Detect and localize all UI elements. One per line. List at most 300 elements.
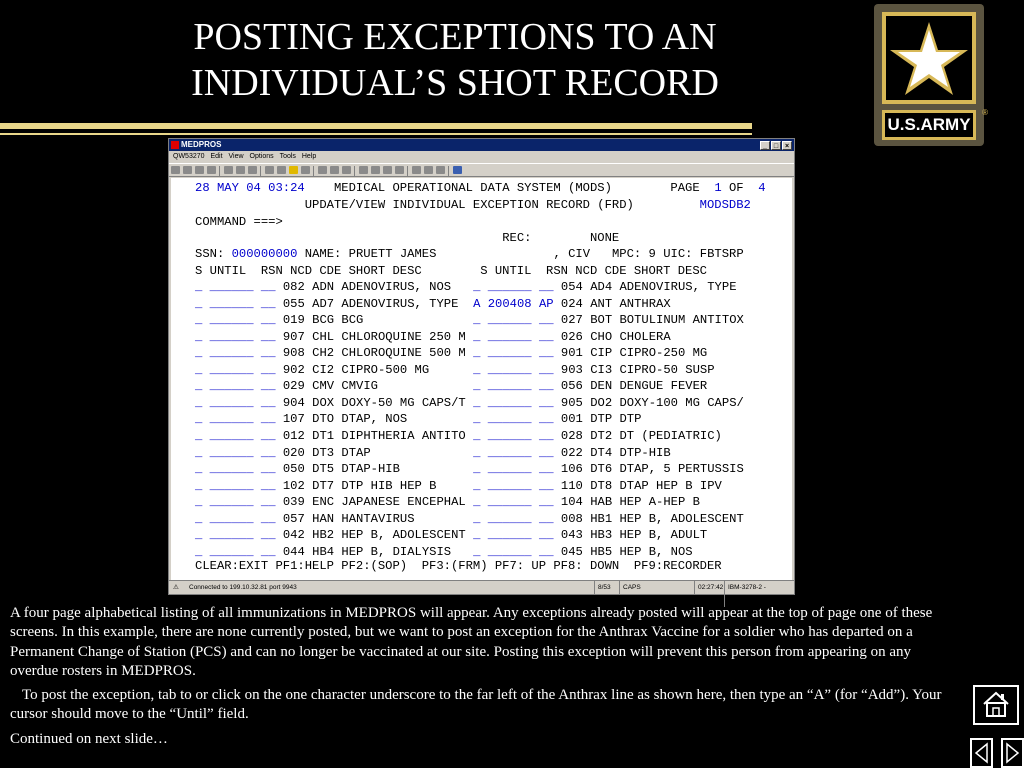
right-ncd: 106 — [560, 462, 583, 477]
right-reason-field[interactable]: __ — [538, 528, 554, 543]
right-reason-field[interactable]: __ — [538, 428, 554, 443]
left-short-desc: DIPHTHERIA ANTITO — [341, 428, 466, 443]
left-reason-field[interactable]: __ — [260, 379, 276, 394]
close-button[interactable]: × — [782, 141, 792, 150]
right-ncd: 104 — [560, 495, 583, 510]
connect-icon[interactable] — [171, 166, 180, 174]
page-total: 4 — [758, 181, 766, 195]
right-status-field[interactable]: _ — [473, 428, 481, 443]
right-ncd: 110 — [560, 478, 583, 493]
left-short-desc: CMVIG — [341, 379, 378, 394]
right-short-desc: CIPRO-250 MG — [619, 346, 708, 361]
left-until-field[interactable]: ______ — [209, 395, 254, 410]
left-short-desc: DTAP — [341, 445, 371, 460]
left-ncd: 019 — [282, 313, 305, 328]
right-reason-field[interactable]: __ — [538, 329, 554, 344]
pf2-icon[interactable] — [424, 166, 433, 174]
window-title: MEDPROS — [181, 140, 222, 149]
left-ncd: 039 — [282, 495, 305, 510]
pf3-icon[interactable] — [436, 166, 445, 174]
left-until-field[interactable]: ______ — [209, 362, 254, 377]
left-until-field[interactable]: ______ — [209, 495, 254, 510]
right-until-field[interactable]: ______ — [487, 511, 532, 526]
command-prompt: COMMAND ===> — [195, 215, 283, 229]
left-ncd: 907 — [282, 329, 305, 344]
right-until-field[interactable]: ______ — [487, 395, 532, 410]
left-short-desc: DOXY-50 MG CAPS/T — [341, 395, 466, 410]
right-ncd: 054 — [560, 280, 583, 294]
left-until-field[interactable]: ______ — [209, 544, 254, 559]
right-cde: DO2 — [590, 395, 613, 410]
status-caps: CAPS — [619, 581, 641, 594]
terminal-screen[interactable] — [171, 178, 792, 581]
title-rule-thick — [0, 123, 752, 129]
right-short-desc: DT (PEDIATRIC) — [619, 428, 722, 443]
medpros-window — [168, 138, 795, 604]
right-ncd: 024 — [560, 296, 583, 311]
right-short-desc: DOXY-100 MG CAPS/ — [619, 395, 744, 410]
left-status-field[interactable]: _ — [195, 346, 203, 361]
backtab-icon[interactable] — [383, 166, 392, 174]
right-cde: AD4 — [590, 280, 613, 294]
right-until-field[interactable]: ______ — [487, 379, 532, 394]
status-cursor-pos: 8/53 — [594, 581, 611, 594]
right-reason-field[interactable]: AP — [538, 296, 554, 311]
left-short-desc: BCG — [341, 313, 364, 328]
left-short-desc: HANTAVIRUS — [341, 511, 415, 526]
right-cde: DEN — [590, 379, 613, 394]
right-reason-field[interactable]: __ — [538, 544, 554, 559]
left-reason-field[interactable]: __ — [260, 462, 276, 477]
page-label: PAGE — [670, 181, 700, 195]
right-status-field[interactable]: _ — [473, 478, 481, 493]
right-until-field[interactable]: ______ — [487, 478, 532, 493]
menu-edit[interactable]: Edit — [210, 153, 223, 160]
right-cde: HB1 — [590, 511, 613, 526]
left-cde: AD7 — [312, 296, 335, 311]
body-paragraph-1: A four page alphabetical listing of all immunizations in MEDPROS will appear. Any exceptions already posted will appear at the top of page one of these screens. In this example, there are none currently posted, but we want to post an exception for the Anthrax Vaccine for a soldier who has departed on a Permanent Change of Station (PCS) and can no longer be vaccinated at our site. Posting this exception will prevent this person from appearing on any overdue rosters in MEDPROS. — [10, 605, 933, 679]
right-ncd: 056 — [560, 379, 583, 394]
right-cde: ANT — [590, 296, 613, 311]
left-until-field[interactable]: ______ — [209, 280, 254, 294]
left-until-field[interactable]: ______ — [209, 346, 254, 361]
left-status-field[interactable]: _ — [195, 428, 203, 443]
right-cde: BOT — [590, 313, 613, 328]
pf1-icon[interactable] — [412, 166, 421, 174]
left-until-field[interactable]: ______ — [209, 478, 254, 493]
info-icon[interactable] — [301, 166, 310, 174]
army-logo-text: U.S.ARMY — [882, 110, 976, 140]
name-label: NAME: — [304, 247, 342, 261]
exception-row — [195, 511, 744, 527]
right-cde: CHO — [590, 329, 613, 344]
header-line-1 — [195, 180, 766, 196]
left-until-field[interactable]: ______ — [209, 428, 254, 443]
right-status-field[interactable]: _ — [473, 445, 481, 460]
continued-note: Continued on next slide… — [10, 730, 168, 747]
right-status-field[interactable]: _ — [473, 511, 481, 526]
triangle-left-icon — [972, 740, 991, 766]
next-slide-button[interactable] — [1001, 738, 1024, 768]
right-short-desc: DTP-HIB — [619, 445, 671, 460]
app-icon — [171, 141, 179, 149]
right-until-field[interactable]: ______ — [487, 544, 532, 559]
left-until-field[interactable]: ______ — [209, 412, 254, 427]
left-status-field[interactable]: _ — [195, 478, 203, 493]
home-icon — [975, 687, 1017, 723]
keypad-icon[interactable] — [265, 166, 274, 174]
left-reason-field[interactable]: __ — [260, 511, 276, 526]
ssn-label: SSN: — [195, 247, 225, 261]
slide-body — [10, 604, 955, 749]
left-reason-field[interactable]: __ — [260, 313, 276, 328]
left-ncd: 082 — [282, 280, 305, 294]
monitor-icon[interactable] — [318, 166, 327, 174]
right-short-desc: DTP — [619, 412, 642, 427]
left-ncd: 902 — [282, 362, 305, 377]
left-status-field[interactable]: _ — [195, 313, 203, 328]
rec-line — [195, 230, 619, 246]
left-until-field[interactable]: ______ — [209, 528, 254, 543]
menu-options[interactable]: Options — [249, 153, 274, 160]
left-reason-field[interactable]: __ — [260, 495, 276, 510]
left-short-desc: ADENOVIRUS, TYPE — [341, 296, 459, 311]
right-until-field[interactable]: ______ — [487, 346, 532, 361]
right-status-field[interactable]: _ — [473, 462, 481, 477]
left-ncd: 055 — [282, 296, 305, 311]
left-until-field[interactable]: ______ — [209, 445, 254, 460]
right-ncd: 001 — [560, 412, 583, 427]
slide-title — [140, 14, 770, 106]
right-status-field[interactable]: A — [473, 296, 481, 311]
right-status-field[interactable]: _ — [473, 395, 481, 410]
left-until-field[interactable]: ______ — [209, 462, 254, 477]
right-cde: DT2 — [590, 428, 613, 443]
name-value: PRUETT JAMES — [348, 247, 437, 261]
right-short-desc: HEP B, NOS — [619, 544, 693, 559]
right-short-desc: ANTHRAX — [619, 296, 671, 311]
left-status-field[interactable]: _ — [195, 280, 203, 294]
registered-mark: ® — [982, 108, 988, 117]
right-cde: HAB — [590, 495, 613, 510]
triangle-right-icon — [1003, 740, 1022, 766]
right-status-field[interactable]: _ — [473, 346, 481, 361]
right-until-field[interactable]: ______ — [487, 428, 532, 443]
right-status-field[interactable]: _ — [473, 495, 481, 510]
body-paragraph-2: To post the exception, tab to or click on the one character underscore to the far left of the Anthrax line as shown here, then type an “A” (for “Add”). Your cursor should move to the “Until” field. — [10, 687, 942, 723]
right-ncd: 008 — [560, 511, 583, 526]
record-icon[interactable] — [330, 166, 339, 174]
slide-title-line-2: INDIVIDUAL’S SHOT RECORD — [191, 62, 719, 104]
slide-title-line-1: POSTING EXCEPTIONS TO AN — [193, 16, 717, 58]
left-cde: HB2 — [312, 528, 335, 543]
tab-icon[interactable] — [395, 166, 404, 174]
mpc-value: MPC: 9 — [611, 247, 656, 261]
right-short-desc: HEP A-HEP B — [619, 495, 700, 510]
right-reason-field[interactable]: __ — [538, 495, 554, 510]
left-ncd: 904 — [282, 395, 305, 410]
status-connection: Connected to 199.10.32.81 port 9943 — [189, 584, 297, 591]
left-reason-field[interactable]: __ — [260, 362, 276, 377]
header-line-2 — [195, 197, 751, 213]
left-reason-field[interactable]: __ — [260, 412, 276, 427]
right-ncd: 905 — [560, 395, 583, 410]
right-ncd: 027 — [560, 313, 583, 328]
previous-slide-button[interactable] — [970, 738, 993, 768]
left-short-desc: CIPRO-500 MG — [341, 362, 430, 377]
page-of: OF — [728, 181, 744, 195]
left-reason-field[interactable]: __ — [260, 544, 276, 559]
exception-row — [195, 329, 671, 345]
right-until-field[interactable]: ______ — [487, 445, 532, 460]
right-short-desc: DTAP, 5 PERTUSSIS — [619, 462, 744, 477]
right-until-field[interactable]: ______ — [487, 280, 532, 294]
right-reason-field[interactable]: __ — [538, 478, 554, 493]
left-cde: HAN — [312, 511, 335, 526]
right-cde: DTP — [590, 412, 613, 427]
right-status-field[interactable]: _ — [473, 379, 481, 394]
left-until-field[interactable]: ______ — [209, 313, 254, 328]
left-until-field[interactable]: ______ — [209, 379, 254, 394]
left-status-field[interactable]: _ — [195, 395, 203, 410]
left-cde: CMV — [312, 379, 335, 394]
right-reason-field[interactable]: __ — [538, 445, 554, 460]
right-until-field[interactable]: ______ — [487, 528, 532, 543]
home-icon[interactable] — [359, 166, 368, 174]
exception-row — [195, 296, 671, 312]
left-cde: HB4 — [312, 544, 335, 559]
left-until-field[interactable]: ______ — [209, 329, 254, 344]
menubar — [169, 151, 794, 162]
exception-row — [195, 428, 722, 444]
db-name: MODSDB2 — [699, 198, 751, 212]
exception-row — [195, 411, 641, 427]
patient-line — [195, 246, 744, 262]
left-cde: BCG — [312, 313, 335, 328]
right-cde: DT6 — [590, 462, 613, 477]
right-until-field[interactable]: ______ — [487, 313, 532, 328]
left-cde: DTO — [312, 412, 335, 427]
system-name: MEDICAL OPERATIONAL DATA SYSTEM (MODS) — [333, 181, 612, 195]
home-button[interactable] — [973, 685, 1019, 725]
right-status-field[interactable]: _ — [473, 544, 481, 559]
exception-row — [195, 461, 744, 477]
left-ncd: 050 — [282, 462, 305, 477]
left-short-desc: CHLOROQUINE 250 M — [341, 329, 466, 344]
menu-tools[interactable]: Tools — [279, 153, 296, 160]
left-cde: DT3 — [312, 445, 335, 460]
column-header: S UNTIL RSN NCD CDE SHORT DESC S UNTIL RSN NCD CDE SHORT DESC — [195, 264, 707, 278]
left-reason-field[interactable]: __ — [260, 280, 276, 294]
exception-row — [195, 378, 707, 394]
left-cde: CI2 — [312, 362, 335, 377]
left-short-desc: DTP HIB HEP B — [341, 478, 437, 493]
print-screen-icon[interactable] — [207, 166, 216, 174]
left-reason-field[interactable]: __ — [260, 346, 276, 361]
right-ncd: 022 — [560, 445, 583, 460]
left-reason-field[interactable]: __ — [260, 528, 276, 543]
civ-value: , CIV — [553, 247, 591, 261]
left-ncd: 107 — [282, 412, 305, 427]
right-short-desc: HEP B, ADOLESCENT — [619, 511, 744, 526]
uic-value: UIC: FBTSRP — [663, 247, 744, 261]
left-short-desc: CHLOROQUINE 500 M — [341, 346, 466, 361]
disconnect-icon[interactable] — [183, 166, 192, 174]
left-status-field[interactable]: _ — [195, 544, 203, 559]
exception-row — [195, 362, 715, 378]
title-rule-thin — [0, 133, 752, 135]
left-short-desc: JAPANESE ENCEPHAL — [341, 495, 466, 510]
left-short-desc: ADENOVIRUS, NOS — [341, 280, 452, 294]
exception-row — [195, 279, 737, 295]
maximize-button[interactable]: □ — [771, 141, 781, 150]
left-status-field[interactable]: _ — [195, 511, 203, 526]
left-ncd: 057 — [282, 511, 305, 526]
right-status-field[interactable]: _ — [473, 280, 481, 294]
right-reason-field[interactable]: __ — [538, 412, 554, 427]
print-icon[interactable] — [195, 166, 204, 174]
right-ncd: 903 — [560, 362, 583, 377]
status-terminal-type: IBM-3278-2 - TCP10007 — [724, 581, 794, 607]
right-until-field[interactable]: 200408 — [487, 296, 532, 311]
page-num: 1 — [714, 181, 722, 195]
right-ncd: 045 — [560, 544, 583, 559]
right-reason-field[interactable]: __ — [538, 395, 554, 410]
left-status-field[interactable]: _ — [195, 379, 203, 394]
left-reason-field[interactable]: __ — [260, 478, 276, 493]
right-reason-field[interactable]: __ — [538, 462, 554, 477]
exception-row — [195, 494, 700, 510]
left-ncd: 020 — [282, 445, 305, 460]
army-logo — [874, 4, 988, 146]
datetime: 28 MAY 04 03:24 — [195, 181, 305, 195]
left-reason-field[interactable]: __ — [260, 428, 276, 443]
left-reason-field[interactable]: __ — [260, 395, 276, 410]
paste-icon[interactable] — [248, 166, 257, 174]
left-until-field[interactable]: ______ — [209, 511, 254, 526]
right-ncd: 043 — [560, 528, 583, 543]
screen-title: UPDATE/VIEW INDIVIDUAL EXCEPTION RECORD (FRD) — [304, 198, 634, 212]
right-reason-field[interactable]: __ — [538, 313, 554, 328]
right-cde: CI3 — [590, 362, 613, 377]
right-reason-field[interactable]: __ — [538, 362, 554, 377]
warning-icon[interactable] — [289, 166, 298, 174]
left-short-desc: HEP B, DIALYSIS — [341, 544, 452, 559]
cut-icon[interactable] — [224, 166, 233, 174]
right-cde: HB3 — [590, 528, 613, 543]
left-cde: CHL — [312, 329, 335, 344]
left-status-field[interactable]: _ — [195, 329, 203, 344]
right-until-field[interactable]: ______ — [487, 362, 532, 377]
left-reason-field[interactable]: __ — [260, 329, 276, 344]
statusbar — [169, 580, 794, 604]
enter-icon[interactable] — [371, 166, 380, 174]
left-ncd: 908 — [282, 346, 305, 361]
toolbar — [169, 163, 794, 177]
left-cde: CH2 — [312, 346, 335, 361]
left-ncd: 029 — [282, 379, 305, 394]
right-status-field[interactable]: _ — [473, 528, 481, 543]
left-ncd: 012 — [282, 428, 305, 443]
left-status-field[interactable]: _ — [195, 445, 203, 460]
menu-help[interactable]: Help — [301, 153, 317, 160]
left-short-desc: DTAP-HIB — [341, 462, 400, 477]
right-status-field[interactable]: _ — [473, 313, 481, 328]
save-icon[interactable] — [277, 166, 286, 174]
left-cde: DT1 — [312, 428, 335, 443]
exception-row — [195, 395, 744, 411]
right-reason-field[interactable]: __ — [538, 346, 554, 361]
army-star-icon — [882, 12, 976, 104]
right-status-field[interactable]: _ — [473, 329, 481, 344]
exception-row — [195, 312, 744, 328]
left-ncd: 042 — [282, 528, 305, 543]
left-cde: ADN — [312, 280, 335, 294]
left-status-field[interactable]: _ — [195, 462, 203, 477]
right-cde: HB5 — [590, 544, 613, 559]
left-cde: DT5 — [312, 462, 335, 477]
right-short-desc: BOTULINUM ANTITOX — [619, 313, 744, 328]
right-until-field[interactable]: ______ — [487, 462, 532, 477]
left-status-field[interactable]: _ — [195, 412, 203, 427]
pf-key-legend: CLEAR:EXIT PF1:HELP PF2:(SOP) PF3:(FRM) PF7: UP PF8: DOWN PF9:RECORDER — [195, 559, 722, 574]
window-titlebar[interactable] — [169, 139, 794, 151]
ssn-value: 000000000 — [231, 247, 298, 261]
right-short-desc: DENGUE FEVER — [619, 379, 708, 394]
left-reason-field[interactable]: __ — [260, 296, 276, 311]
left-until-field[interactable]: ______ — [209, 296, 254, 311]
right-short-desc: DTAP HEP B IPV — [619, 478, 722, 493]
right-cde: CIP — [590, 346, 613, 361]
right-until-field[interactable]: ______ — [487, 495, 532, 510]
left-short-desc: DTAP, NOS — [341, 412, 408, 427]
menu-session[interactable]: QW53270 — [173, 153, 205, 160]
right-short-desc: CIPRO-50 SUSP — [619, 362, 715, 377]
left-status-field[interactable]: _ — [195, 528, 203, 543]
minimize-button[interactable]: _ — [760, 141, 770, 150]
left-cde: DT7 — [312, 478, 335, 493]
left-status-field[interactable]: _ — [195, 495, 203, 510]
right-cde: DT8 — [590, 478, 613, 493]
right-cde: DT4 — [590, 445, 613, 460]
undo-icon[interactable] — [453, 166, 462, 174]
right-reason-field[interactable]: __ — [538, 379, 554, 394]
macro-icon[interactable] — [342, 166, 351, 174]
right-short-desc: CHOLERA — [619, 329, 671, 344]
right-until-field[interactable]: ______ — [487, 412, 532, 427]
right-short-desc: HEP B, ADULT — [619, 528, 708, 543]
left-status-field[interactable]: _ — [195, 296, 203, 311]
left-short-desc: HEP B, ADOLESCENT — [341, 528, 466, 543]
exception-row — [195, 478, 722, 494]
exception-row — [195, 345, 707, 361]
right-status-field[interactable]: _ — [473, 362, 481, 377]
status-clock: 02:27:42 — [694, 581, 723, 594]
left-reason-field[interactable]: __ — [260, 445, 276, 460]
menu-view[interactable]: View — [228, 153, 244, 160]
exception-row — [195, 527, 707, 543]
right-until-field[interactable]: ______ — [487, 329, 532, 344]
right-status-field[interactable]: _ — [473, 412, 481, 427]
command-line[interactable] — [195, 214, 283, 230]
right-reason-field[interactable]: __ — [538, 511, 554, 526]
copy-icon[interactable] — [236, 166, 245, 174]
rec-value: NONE — [589, 231, 620, 245]
left-cde: DOX — [312, 395, 335, 410]
right-reason-field[interactable]: __ — [538, 280, 554, 294]
status-lock-icon: ⚠ — [173, 584, 179, 591]
left-status-field[interactable]: _ — [195, 362, 203, 377]
